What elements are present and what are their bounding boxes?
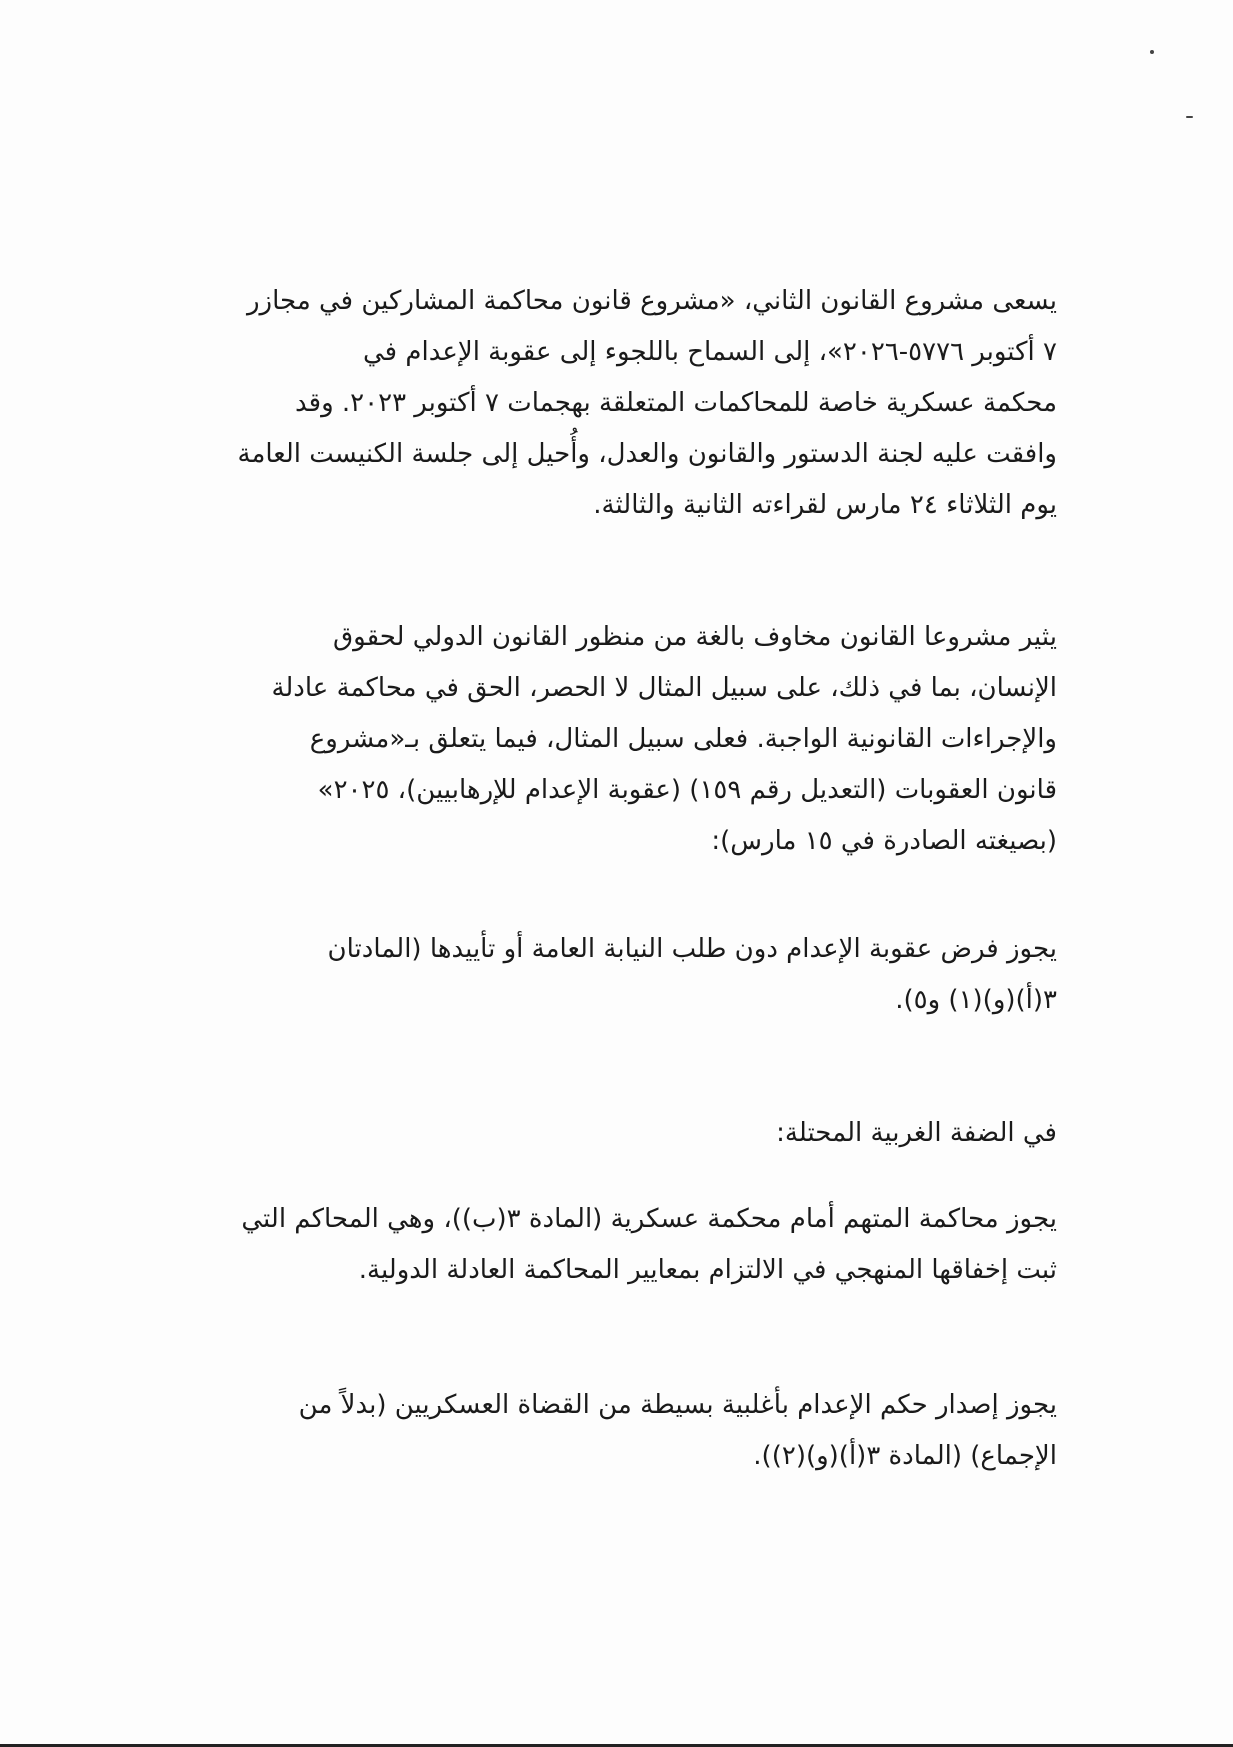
text-line: يسعى مشروع القانون الثاني، «مشروع قانون محاكمة المشاركين في مجازر (247, 286, 1057, 316)
text-line: (بصيغته الصادرة في ١٥ مارس): (711, 826, 1057, 856)
text-line: يثير مشروعا القانون مخاوف بالغة من منظور القانون الدولي لحقوق (333, 622, 1057, 652)
scan-speck (1186, 116, 1193, 118)
text-line: الإنسان، بما في ذلك، على سبيل المثال لا الحصر، الحق في محاكمة عادلة (271, 673, 1057, 703)
paragraph-second-bill (180, 276, 1057, 531)
text-line: في الضفة الغربية المحتلة: (776, 1118, 1057, 1148)
paragraph-death-penalty-without-prosecution (180, 924, 1057, 1026)
paragraph-military-court (180, 1194, 1057, 1296)
paragraph-concerns (180, 612, 1057, 867)
text-line: قانون العقوبات (التعديل رقم ١٥٩) (عقوبة الإعدام للإرهابيين)، ٢٠٢٥» (317, 775, 1057, 805)
heading-occupied-west-bank (180, 1108, 1057, 1159)
scan-speck (1150, 50, 1154, 54)
text-line: محكمة عسكرية خاصة للمحاكمات المتعلقة بهجمات ٧ أكتوبر ٢٠٢٣. وقد (295, 388, 1057, 418)
paragraph-simple-majority (180, 1380, 1057, 1482)
text-line: وافقت عليه لجنة الدستور والقانون والعدل، وأُحيل إلى جلسة الكنيست العامة (237, 439, 1057, 469)
text-line: يوم الثلاثاء ٢٤ مارس لقراءته الثانية والثالثة. (593, 490, 1057, 520)
text-line: يجوز محاكمة المتهم أمام محكمة عسكرية (المادة ٣(ب))، وهي المحاكم التي (241, 1204, 1057, 1234)
text-line: ٣(أ)(و)(١) و٥). (895, 985, 1057, 1015)
text-line: والإجراءات القانونية الواجبة. فعلى سبيل المثال، فيما يتعلق بـ«مشروع (309, 724, 1057, 754)
text-line: ٧ أكتوبر ٥٧٧٦-٢٠٢٦»، إلى السماح باللجوء إلى عقوبة الإعدام في (363, 337, 1057, 367)
text-line: يجوز إصدار حكم الإعدام بأغلبية بسيطة من القضاة العسكريين (بدلاً من (298, 1390, 1057, 1420)
text-line: يجوز فرض عقوبة الإعدام دون طلب النيابة العامة أو تأييدها (المادتان (327, 934, 1057, 964)
text-line: ثبت إخفاقها المنهجي في الالتزام بمعايير المحاكمة العادلة الدولية. (358, 1255, 1057, 1285)
text-line: الإجماع) (المادة ٣(أ)(و)(٢)). (753, 1441, 1057, 1471)
